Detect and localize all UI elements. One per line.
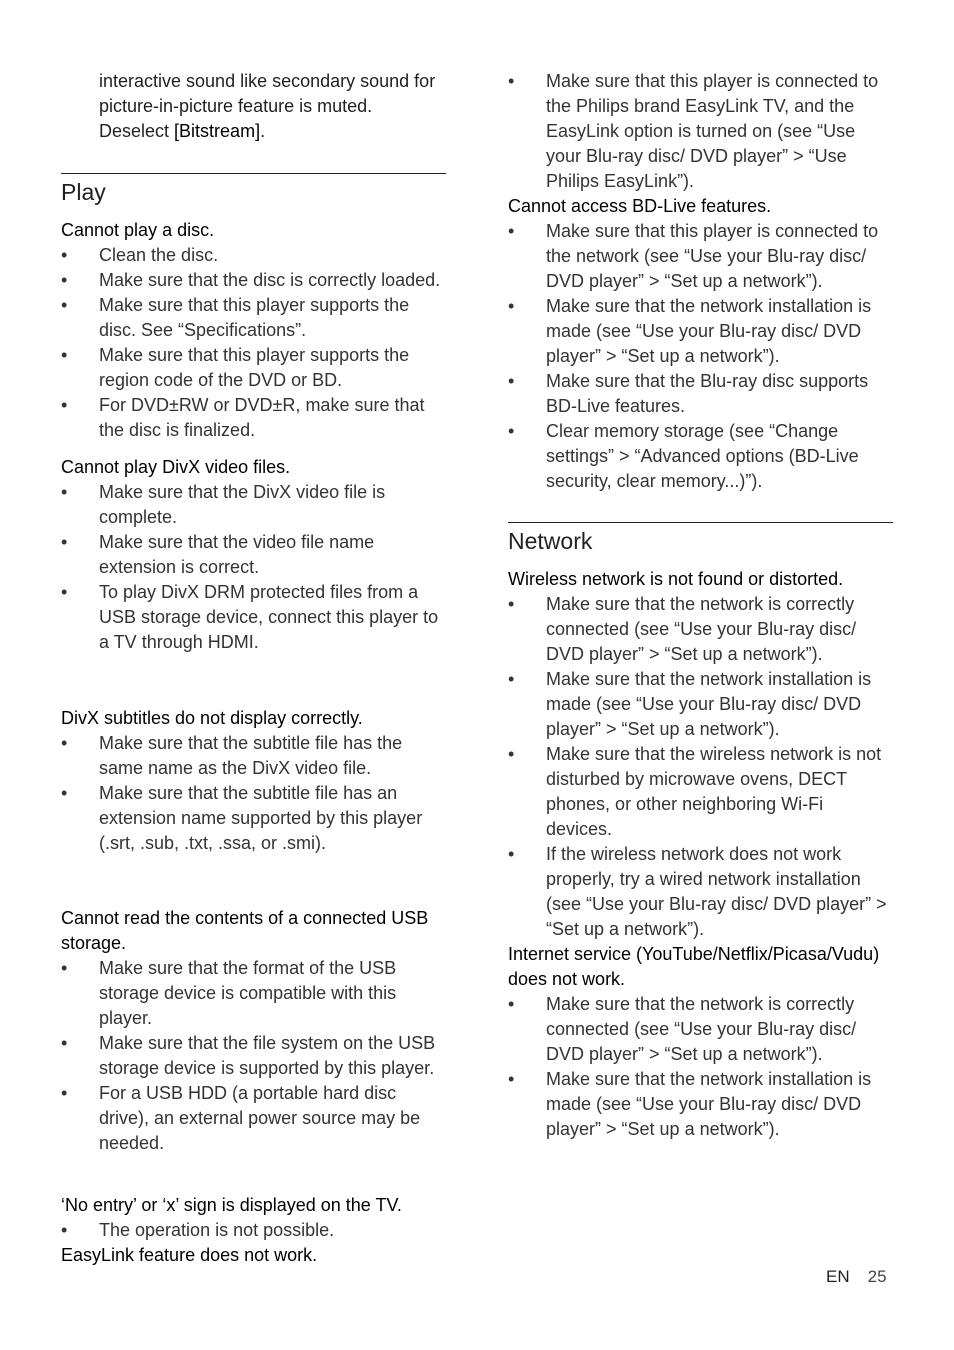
play-subtitles-block (61, 706, 447, 856)
play-usb-block (61, 906, 447, 1156)
issue-heading: EasyLink feature does not work. (61, 1245, 318, 1265)
list-item: • Make sure that this player supports the region code of the DVD or BD. (61, 343, 447, 393)
play-disc-block (61, 218, 447, 443)
solution-list (61, 243, 447, 443)
list-item: • Make sure that the format of the USB storage device is compatible with this player. (61, 956, 447, 1031)
page-number: 25 (867, 1267, 887, 1286)
solution-list (508, 592, 894, 942)
solution-list (61, 480, 447, 655)
list-item: • Make sure that the file system on the USB storage device is supported by this player. (61, 1031, 447, 1081)
network-divider (508, 522, 893, 523)
solution-list (508, 992, 894, 1142)
issue-heading: Cannot access BD-Live features. (508, 196, 772, 216)
issue-heading: Cannot read the contents of a connected USB storage. (61, 908, 429, 953)
list-item: • Make sure that the DivX video file is complete. (61, 480, 447, 530)
issue-heading: ‘No entry’ or ‘x’ sign is displayed on the TV. (61, 1195, 402, 1215)
network-section-title: Network (508, 528, 593, 554)
list-item: • Make sure that the Blu-ray disc supports BD-Live features. (508, 369, 894, 419)
play-section-title: Play (61, 179, 106, 205)
list-item: • Make sure that the subtitle file has the same name as the DivX video file. (61, 731, 447, 781)
list-item: • For a USB HDD (a portable hard disc drive), an external power source may be needed. (61, 1081, 447, 1156)
intro-text: interactive sound like secondary sound for picture-in-picture feature is muted. Deselect (99, 71, 436, 141)
list-item: • Make sure that this player supports the disc. See “Specifications”. (61, 293, 447, 343)
network-wireless-block (508, 567, 894, 1142)
list-item: • Make sure that the network installation is made (see “Use your Blu-ray disc/ DVD player” > “Set up a network”). (508, 1067, 894, 1142)
solution-list (508, 69, 894, 194)
solution-list (61, 1218, 447, 1243)
solution-list (508, 219, 894, 494)
language-code: EN (826, 1267, 850, 1286)
list-item: • Clean the disc. (61, 243, 447, 268)
list-item: • Make sure that the video file name extension is correct. (61, 530, 447, 580)
intro-text-end: . (260, 121, 266, 141)
page-footer (826, 1266, 887, 1288)
list-item: • Make sure that the network is correctly connected (see “Use your Blu-ray disc/ DVD player” > “Set up a network”). (508, 992, 894, 1067)
list-item: • The operation is not possible. (61, 1218, 447, 1243)
solution-list (61, 731, 447, 856)
play-divider (61, 173, 446, 174)
list-item: • Make sure that this player is connected to the network (see “Use your Blu-ray disc/ DVD player” > “Set up a network”). (508, 219, 894, 294)
issue-heading: Cannot play DivX video files. (61, 457, 291, 477)
intro-paragraph (99, 69, 439, 144)
issue-heading: DivX subtitles do not display correctly. (61, 708, 363, 728)
list-item: • Make sure that this player is connected to the Philips brand EasyLink TV, and the EasyLink option is turned on (see “Use your Blu-ray disc/ DVD player” > “Use Philips EasyLink”). (508, 69, 894, 194)
issue-heading: Internet service (YouTube/Netflix/Picasa/Vudu) does not work. (508, 944, 880, 989)
list-item: • Make sure that the network installation is made (see “Use your Blu-ray disc/ DVD player” > “Set up a network”). (508, 294, 894, 369)
list-item: • Make sure that the subtitle file has an extension name supported by this player (.srt, .sub, .txt, .ssa, or .smi). (61, 781, 447, 856)
issue-heading: Cannot play a disc. (61, 220, 215, 240)
list-item: • Make sure that the network installation is made (see “Use your Blu-ray disc/ DVD player” > “Set up a network”). (508, 667, 894, 742)
list-item: • To play DivX DRM protected files from a USB storage device, connect this player to a TV through HDMI. (61, 580, 447, 655)
list-item: • For DVD±RW or DVD±R, make sure that the disc is finalized. (61, 393, 447, 443)
list-item: • Make sure that the wireless network is not disturbed by microwave ovens, DECT phones, or other neighboring Wi-Fi devices. (508, 742, 894, 842)
issue-heading: Wireless network is not found or distorted. (508, 569, 844, 589)
list-item: • If the wireless network does not work properly, try a wired network installation (see “Use your Blu-ray disc/ DVD player” > “Set up a network”). (508, 842, 894, 942)
bitstream-option: [Bitstream] (174, 121, 261, 141)
play-divx-block (61, 455, 447, 655)
play-noentry-block (61, 1193, 447, 1268)
list-item: • Clear memory storage (see “Change settings” > “Advanced options (BD-Live security, clear memory...)”). (508, 419, 894, 494)
list-item: • Make sure that the network is correctly connected (see “Use your Blu-ray disc/ DVD player” > “Set up a network”). (508, 592, 894, 667)
easylink-block (508, 69, 894, 494)
list-item: • Make sure that the disc is correctly loaded. (61, 268, 447, 293)
solution-list (61, 956, 447, 1156)
